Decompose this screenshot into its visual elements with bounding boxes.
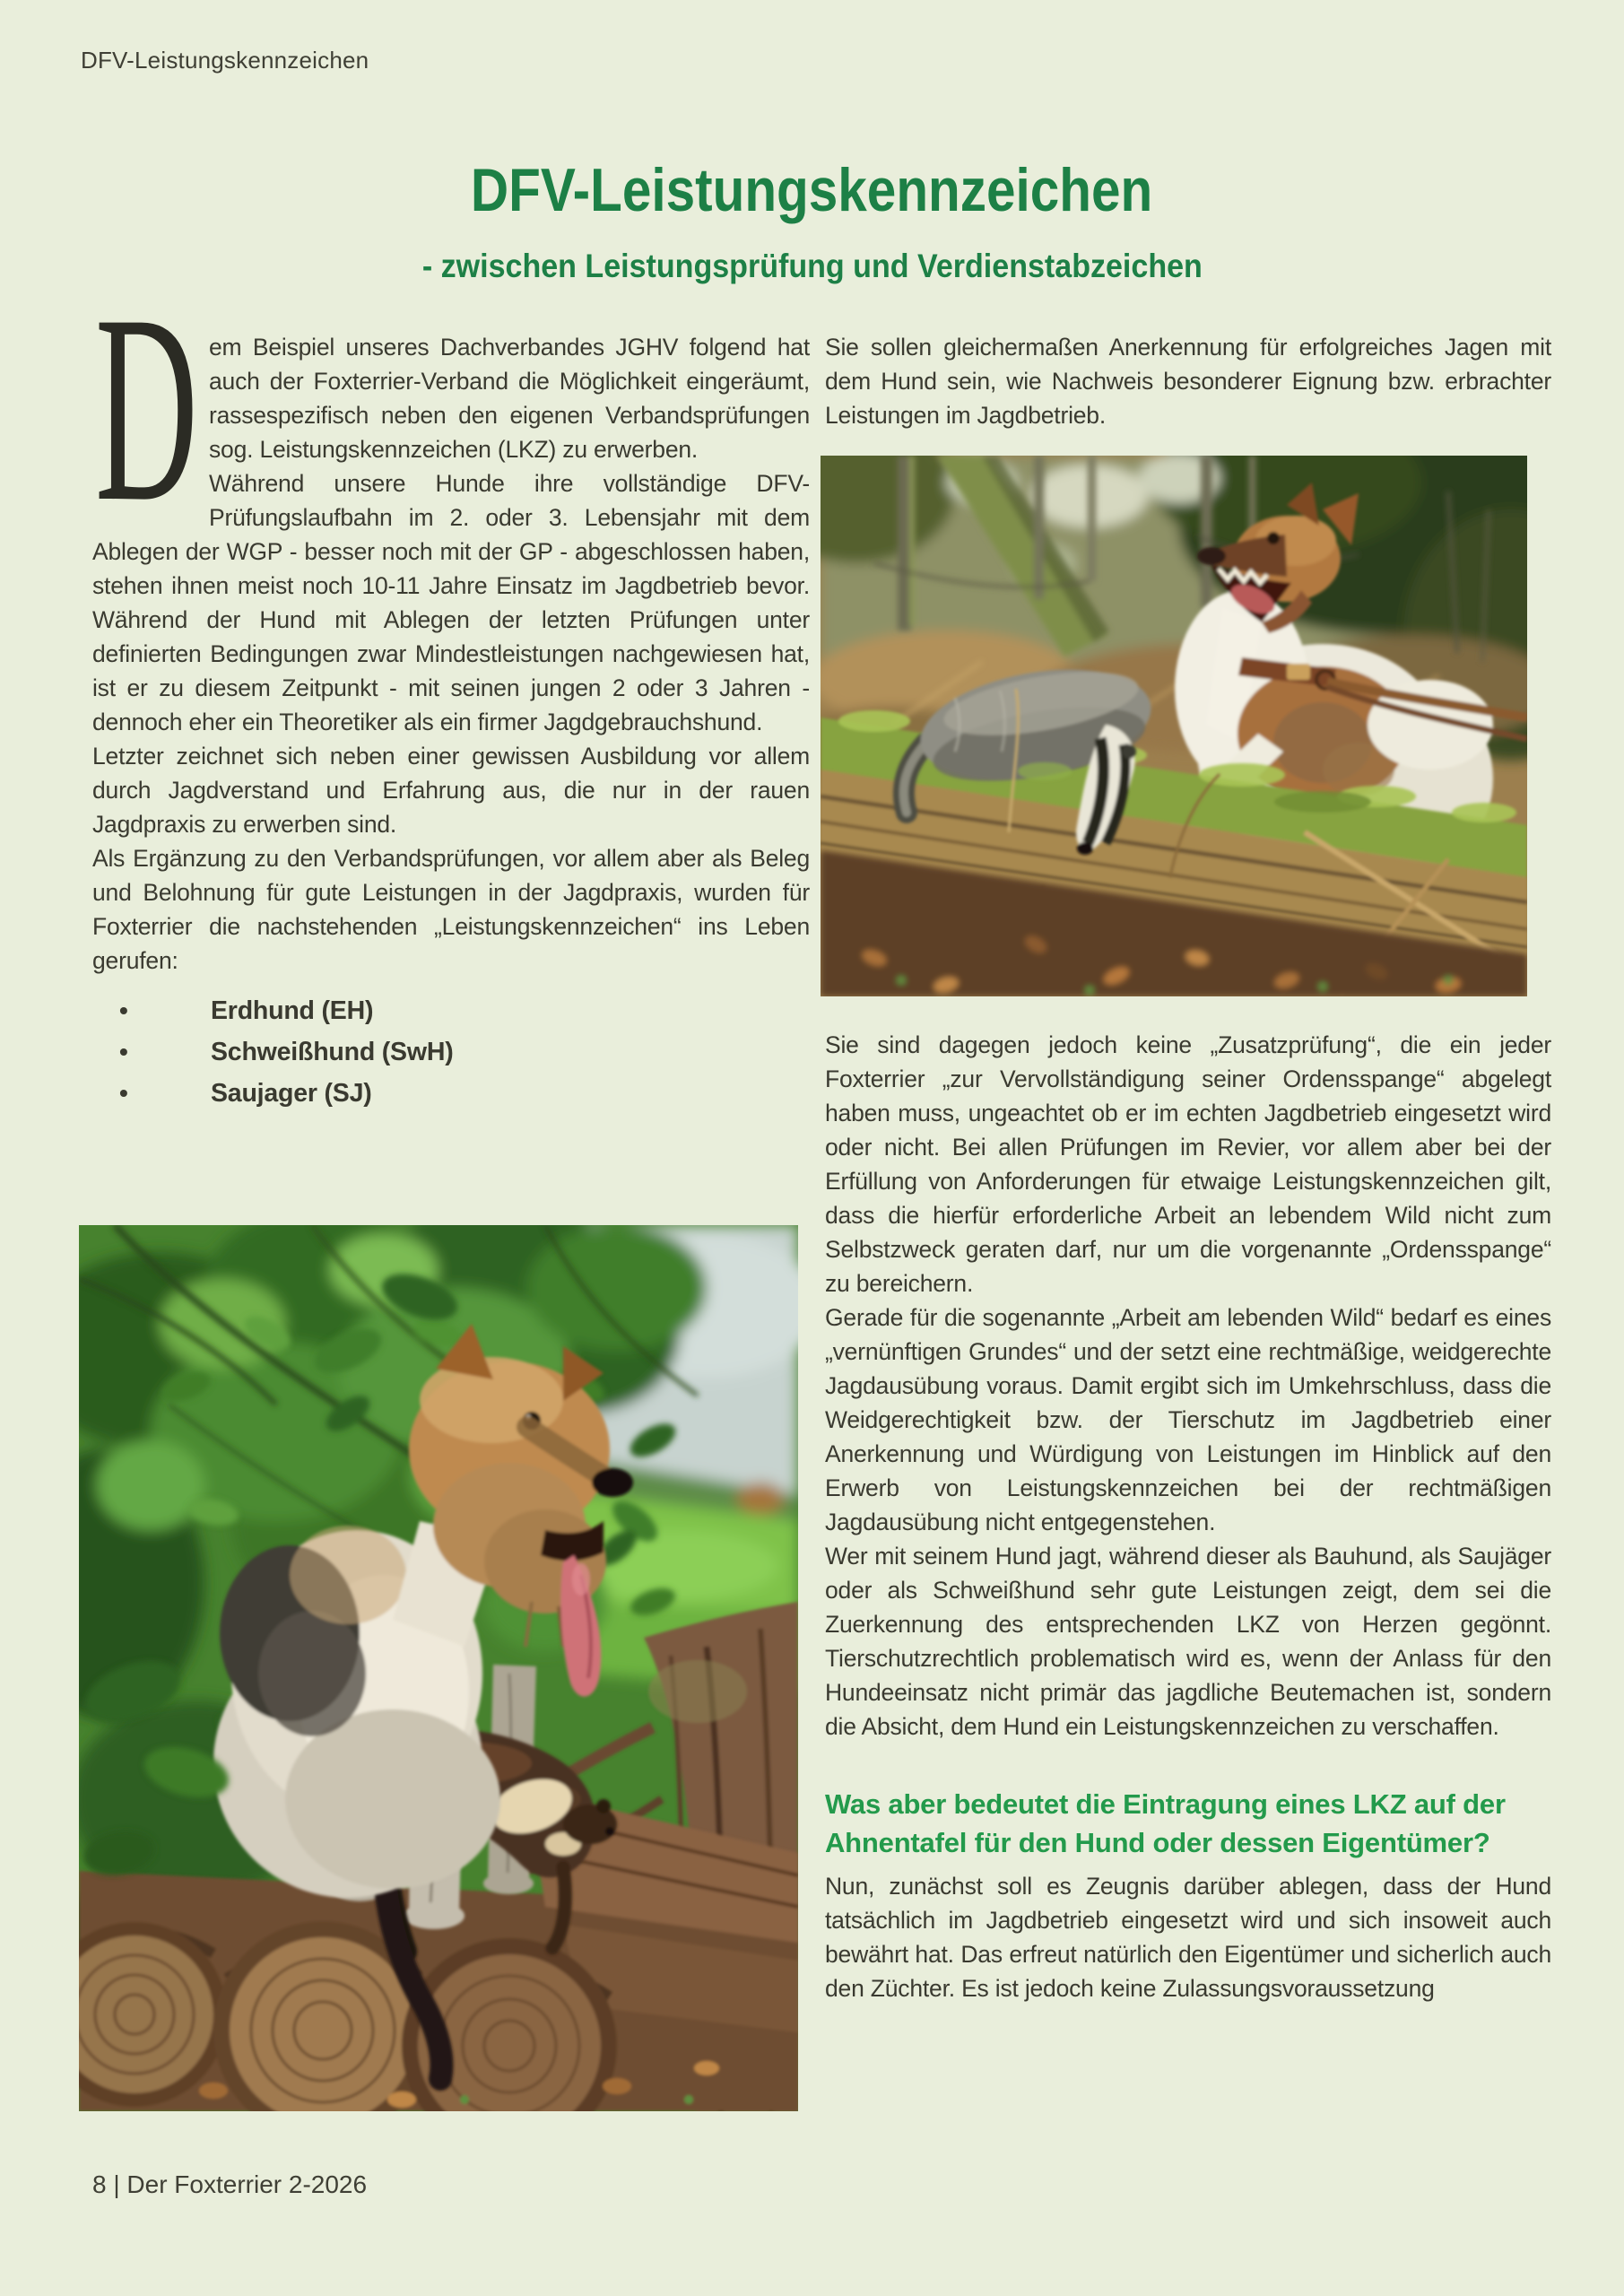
body-paragraph: Gerade für die sogenannte „Arbeit am lebenden Wild“ bedarf es eines „vernünftigen Grundes“ und der setzt eine rechtmäßige, weidgerechte Jagdausübung voraus. Damit ergibt sich im Umkehrschluss, dass die Weidgerechtigkeit bzw. der Tierschutz im Jagdbetrieb einer Anerkennung und Würdigung von Leistungen im Hinblick auf den Erwerb von Leistungskennzeichen bei der rechtmäßigen Jagdausübung nicht entgegenstehen. (825, 1304, 1551, 1535)
page-subtitle (0, 248, 1624, 285)
list-item-schweisshund (92, 1031, 810, 1073)
lkz-list (92, 990, 810, 1114)
body-paragraph: Nun, zunächst soll es Zeugnis darüber ablegen, dass der Hund tatsächlich im Jagdbetrieb eingesetzt wird und sich insoweit auch bewährt hat. Das erfreut natürlich den Eigentümer und sicherlich auch den Züchter. Es ist jedoch keine Zulassungsvoraussetzung (825, 1873, 1551, 2002)
left-column (92, 330, 810, 1114)
body-paragraph: Während unsere Hunde ihre vollständige DFV-Prüfungslaufbahn im 2. oder 3. Lebensjahr mit dem Ablegen der WGP - besser noch mit der GP - abgeschlossen haben, stehen ihnen meist noch 10-11 Jahre Einsatz im Jagdbetrieb bevor. Während der Hund mit Ablegen der letzten Prüfungen unter definierten Bedingungen zwar Mindestleistungen nachgewiesen hat, ist er zu diesem Zeitpunkt - mit seinen jungen 2 oder 3 Jahren - dennoch eher ein Theoretiker als ein firmer Jagdgebrauchshund. (92, 470, 810, 735)
body-paragraph: Letzter zeichnet sich neben einer gewissen Ausbildung vor allem durch Jagdverstand und Erfahrung aus, die nur in der rauen Jagdpraxis zu erwerben sind. (92, 743, 810, 838)
page-subtitle-text: - zwischen Leistungsprüfung und Verdienstabzeichen (421, 248, 1203, 284)
body-paragraph: Als Ergänzung zu den Verbandsprüfungen, vor allem aber als Beleg und Belohnung für gute Leistungen in der Jagdpraxis, wurden für Foxterrier die nachstehenden „Leistungskennzeichen“ ins Leben gerufen: (92, 845, 810, 974)
wire-foxterrier-marten-photo (79, 1225, 798, 2111)
right-column-top (825, 330, 1551, 432)
dropcap-spacer (92, 330, 209, 522)
page-title-text: DFV-Leistungskennzeichen (471, 156, 1153, 224)
list-item-saujager (92, 1073, 810, 1114)
smooth-foxterrier-badger-photo (821, 456, 1527, 996)
list-item-label: Erdhund (EH) (211, 996, 374, 1025)
list-item-erdhund (92, 990, 810, 1031)
photo-illustration (79, 1225, 798, 2111)
photo-illustration (821, 456, 1527, 996)
body-paragraph (92, 330, 810, 466)
paragraph-text: em Beispiel unseres Dachverbandes JGHV folgend hat auch der Foxterrier-Verband die Möglichkeit eingeräumt, rassespezifisch neben den eigenen Verbandsprüfungen sog. Leistungskennzeichen (LKZ) zu erwerben. (209, 334, 810, 463)
section-subhead: Was aber bedeutet die Eintragung eines LKZ auf der Ahnentafel für den Hund oder dessen Eigentümer? (825, 1788, 1506, 1858)
page-title (0, 158, 1624, 222)
running-header: DFV-Leistungskennzeichen (81, 47, 369, 74)
body-paragraph: Sie sollen gleichermaßen Anerkennung für erfolgreiches Jagen mit dem Hund sein, wie Nachweis besonderer Eignung bzw. erbrachter Leistungen im Jagdbetrieb. (825, 334, 1551, 429)
list-item-label: Saujager (SJ) (211, 1079, 372, 1108)
page-footer: 8 | Der Foxterrier 2-2026 (92, 2170, 368, 2198)
right-column-bottom (825, 1028, 1551, 2005)
list-item-label: Schweißhund (SwH) (211, 1038, 454, 1066)
dropcap-letter: D (95, 259, 198, 557)
body-paragraph: Wer mit seinem Hund jagt, während dieser als Bauhund, als Saujäger oder als Schweißhund sehr gute Leistungen zeigt, dem sei die Zuerkennung des entsprechenden LKZ von Herzen gegönnt. Tierschutzrechtlich problematisch wird es, wenn der Anlass für den Hundeeinsatz nicht primär das jagdliche Beutemachen ist, sondern die Absicht, dem Hund ein Leistungskennzeichen zu verschaffen. (825, 1543, 1551, 1740)
body-paragraph: Sie sind dagegen jedoch keine „Zusatzprüfung“, die ein jeder Foxterrier „zur Vervollständigung seiner Ordensspange“ abgelegt haben muss, ungeachtet ob er im echten Jagdbetrieb eingesetzt wird oder nicht. Bei allen Prüfungen im Revier, vor allem aber bei der Erfüllung von Anforderungen für etwaige Leistungskennzeichen gilt, dass die hierfür erforderliche Arbeit an lebendem Wild nicht zum Selbstzweck geraten darf, nur um die vorgenannte „Ordensspange“ zu bereichern. (825, 1031, 1551, 1297)
